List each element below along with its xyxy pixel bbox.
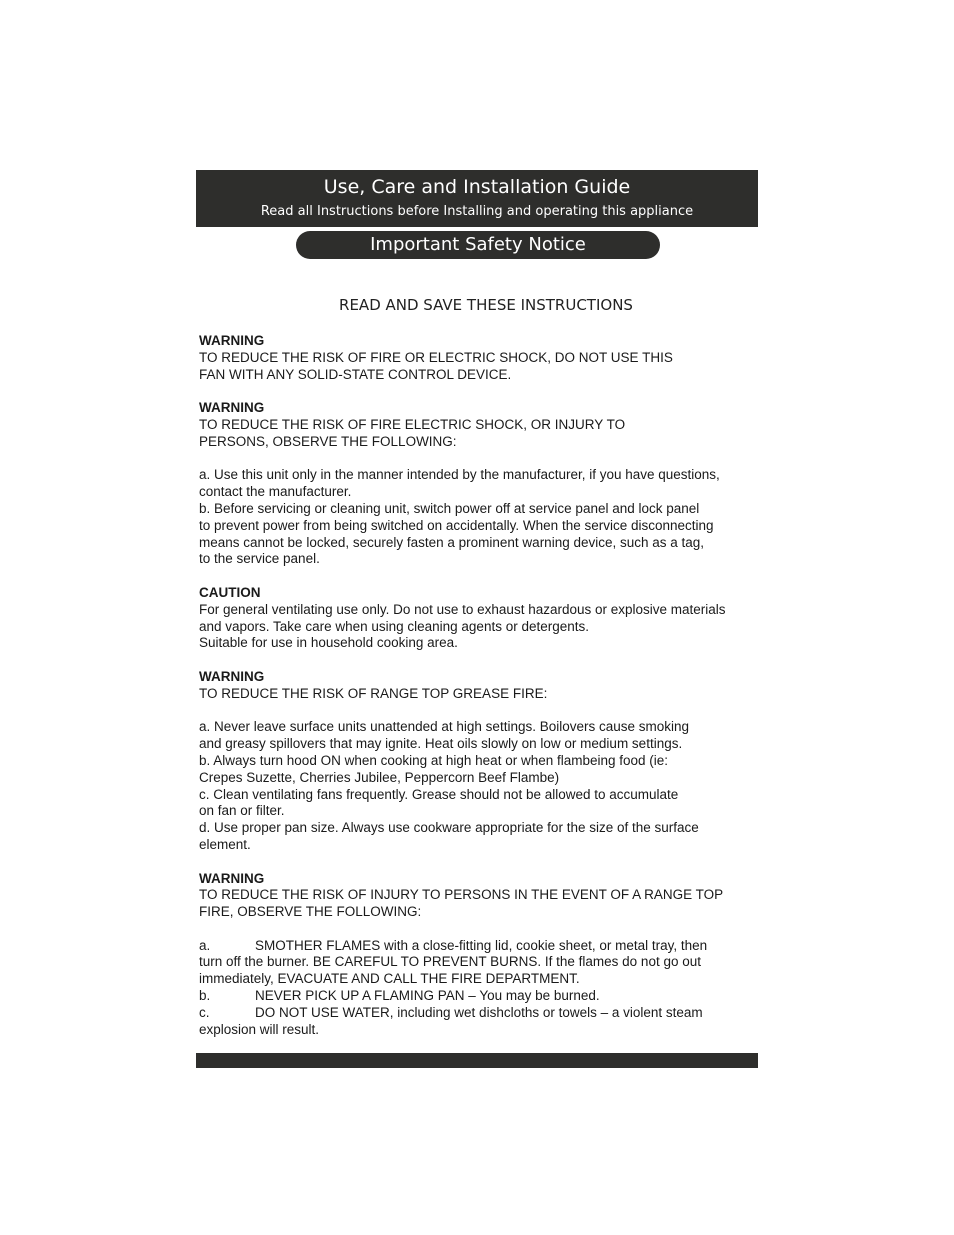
section-body-line: a. Never leave surface units unattended at high settings. Boilovers cause smoking	[199, 719, 690, 735]
section-body-line: on fan or filter.	[199, 803, 285, 819]
section-heading: WARNING	[199, 400, 265, 416]
guide-subtitle: Read all Instructions before Installing and operating this appliance	[260, 204, 694, 219]
section-body-line: Crepes Suzette, Cherries Jubilee, Peppercorn Beef Flambe)	[199, 769, 560, 785]
section-body-line: element.	[199, 836, 251, 852]
list-item-text: DO NOT USE WATER, including wet dishcloths or towels – a violent steam	[255, 1004, 703, 1020]
section-body-line: b. Before servicing or cleaning unit, switch power off at service panel and lock panel	[199, 500, 700, 516]
section-line: and vapors. Take care when using cleaning agents or detergents.	[199, 618, 590, 634]
section-line: TO REDUCE THE RISK OF RANGE TOP GREASE FIRE:	[199, 685, 548, 701]
read-save-heading: READ AND SAVE THESE INSTRUCTIONS	[339, 296, 633, 314]
list-item-continuation: explosion will result.	[199, 1021, 320, 1037]
section-line: FAN WITH ANY SOLID-STATE CONTROL DEVICE.	[199, 366, 512, 382]
instructions-body	[199, 333, 759, 1038]
list-item-letter: b.	[199, 988, 211, 1004]
caution-section	[199, 585, 759, 652]
section-body-line: means cannot be locked, securely fasten a prominent warning device, such as a tag,	[199, 534, 705, 550]
guide-header-band	[196, 170, 758, 227]
list-item-letter: c.	[199, 1004, 210, 1020]
list-item-text: NEVER PICK UP A FLAMING PAN – You may be burned.	[255, 988, 600, 1004]
warning-section-1	[199, 333, 759, 383]
safety-notice-banner: Important Safety Notice	[296, 231, 660, 259]
list-item-continuation: immediately, EVACUATE AND CALL THE FIRE DEPARTMENT.	[199, 971, 580, 987]
warning-section-2	[199, 400, 759, 568]
section-body-line: b. Always turn hood ON when cooking at high heat or when flambeing food (ie:	[199, 752, 669, 768]
warning-section-3	[199, 669, 759, 854]
section-line: FIRE, OBSERVE THE FOLLOWING:	[199, 904, 422, 920]
footer-band	[196, 1053, 758, 1068]
section-body-line: c. Clean ventilating fans frequently. Grease should not be allowed to accumulate	[199, 786, 679, 802]
list-item	[199, 988, 759, 1005]
section-body-line: and greasy spillovers that may ignite. Heat oils slowly on low or medium settings.	[199, 736, 683, 752]
list-item-letter: a.	[199, 937, 211, 953]
section-line: TO REDUCE THE RISK OF INJURY TO PERSONS IN THE EVENT OF A RANGE TOP	[199, 887, 724, 903]
section-line: TO REDUCE THE RISK OF FIRE OR ELECTRIC SHOCK, DO NOT USE THIS	[199, 349, 673, 365]
section-heading: WARNING	[199, 668, 265, 684]
section-body-line: to the service panel.	[199, 551, 320, 567]
section-heading: WARNING	[199, 333, 265, 348]
section-line: Suitable for use in household cooking area.	[199, 635, 458, 651]
section-body-line: d. Use proper pan size. Always use cookware appropriate for the size of the surface	[199, 820, 699, 836]
list-item-text: SMOTHER FLAMES with a close-fitting lid, cookie sheet, or metal tray, then	[255, 937, 708, 953]
section-heading: WARNING	[199, 870, 265, 886]
section-body-line: a. Use this unit only in the manner intended by the manufacturer, if you have questions,	[199, 467, 720, 483]
guide-title: Use, Care and Installation Guide	[323, 176, 631, 198]
section-line: TO REDUCE THE RISK OF FIRE ELECTRIC SHOCK, OR INJURY TO	[199, 416, 626, 432]
section-line: PERSONS, OBSERVE THE FOLLOWING:	[199, 433, 457, 449]
section-line: For general ventilating use only. Do not use to exhaust hazardous or explosive materials	[199, 601, 726, 617]
section-body-line: contact the manufacturer.	[199, 484, 352, 500]
list-item	[199, 1005, 759, 1022]
list-item	[199, 938, 759, 955]
list-item-continuation: turn off the burner. BE CAREFUL TO PREVENT BURNS. If the flames do not go out	[199, 954, 701, 970]
warning-section-4	[199, 871, 759, 1039]
section-body-line: to prevent power from being switched on accidentally. When the service disconnecting	[199, 517, 714, 533]
section-heading: CAUTION	[199, 584, 261, 600]
